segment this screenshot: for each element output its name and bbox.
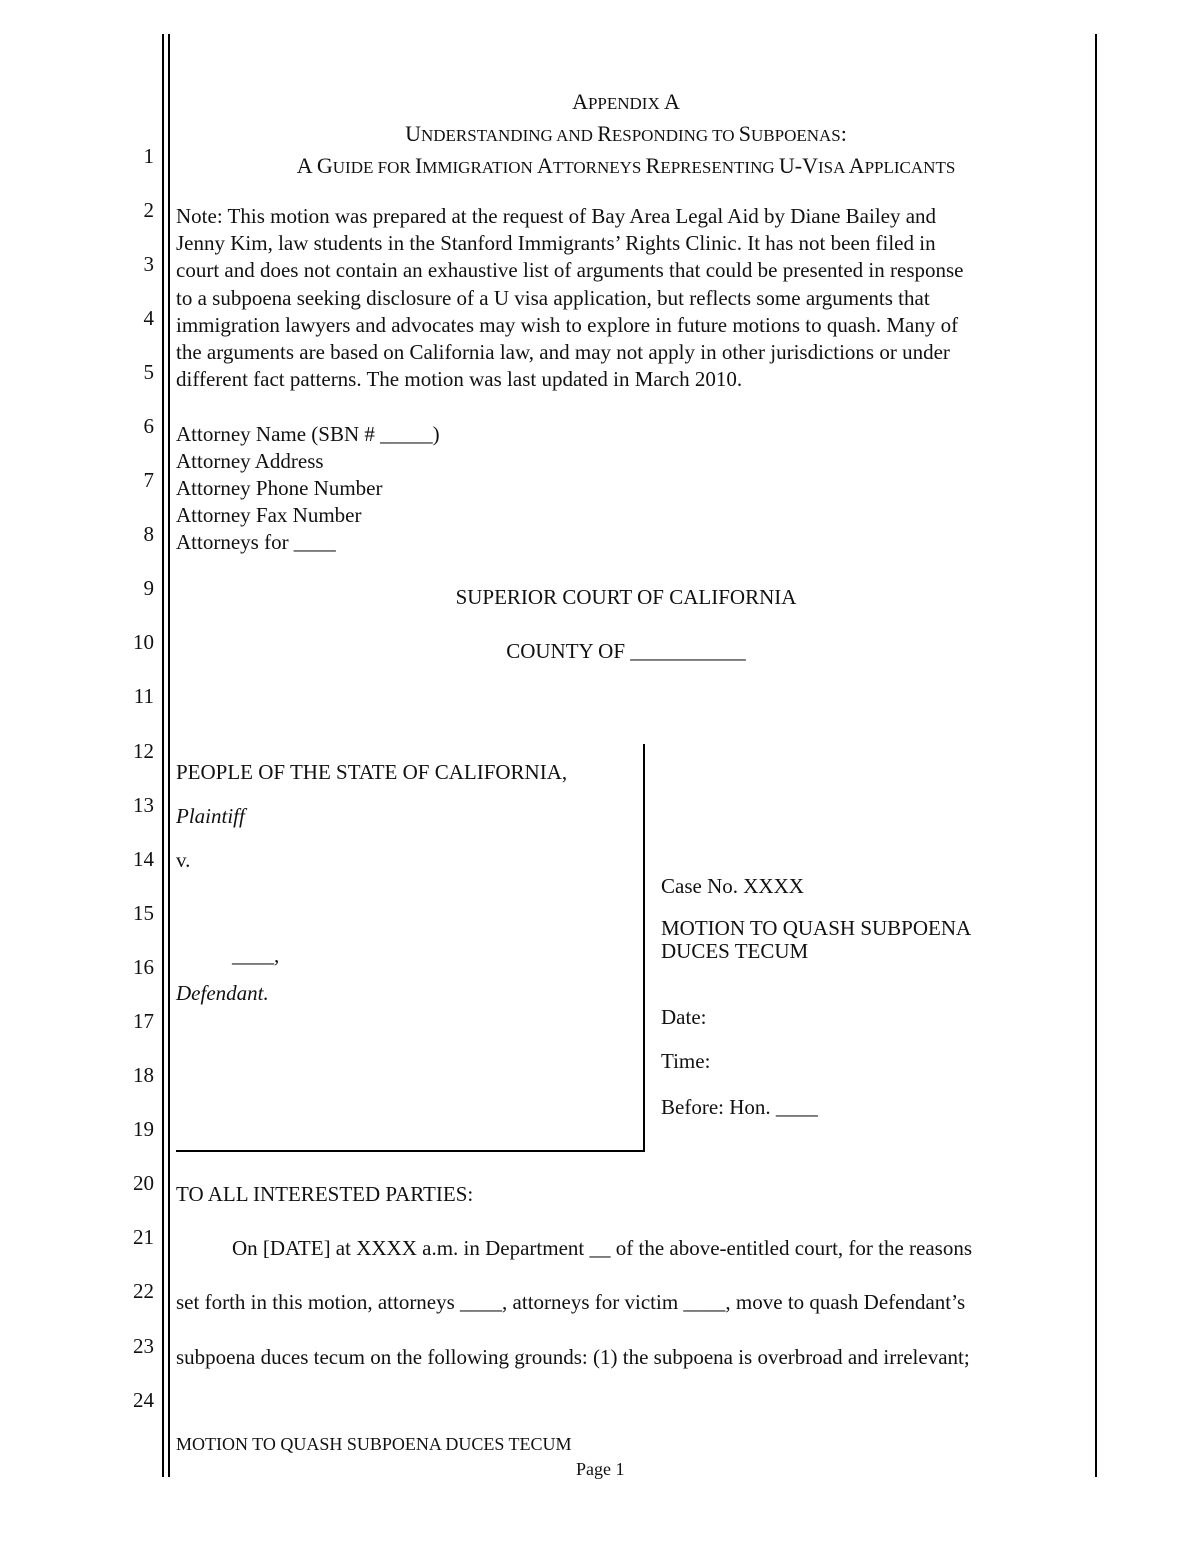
appendix-title: APPENDIX A bbox=[572, 89, 680, 114]
caption-defendant: Defendant. bbox=[176, 981, 269, 1005]
attorneys-for: Attorneys for ____ bbox=[176, 530, 336, 554]
hearing-judge: Before: Hon. ____ bbox=[661, 1095, 818, 1119]
body-line: On [DATE] at XXXX a.m. in Department __ of the above-entitled court, for the reasons bbox=[232, 1236, 973, 1260]
caption-divider-vertical bbox=[643, 744, 645, 1152]
line-number: 15 bbox=[133, 901, 154, 925]
note-line: immigration lawyers and advocates may wish to explore in future motions to quash. Many of bbox=[176, 312, 959, 337]
left-border-line-inner bbox=[168, 34, 170, 1477]
attorney-phone: Attorney Phone Number bbox=[176, 476, 383, 500]
line-number: 20 bbox=[133, 1171, 154, 1195]
caption-party: PEOPLE OF THE STATE OF CALIFORNIA, bbox=[176, 760, 568, 784]
line-number: 13 bbox=[133, 793, 154, 817]
caption-divider-bottom bbox=[176, 1150, 645, 1152]
note-paragraph bbox=[176, 203, 1076, 393]
line-number: 17 bbox=[133, 1009, 154, 1033]
line-number: 12 bbox=[133, 739, 154, 763]
line-number: 8 bbox=[143, 522, 154, 546]
case-number: Case No. XXXX bbox=[661, 874, 804, 898]
motion-title-line1: MOTION TO QUASH SUBPOENA bbox=[661, 916, 972, 940]
line-number: 3 bbox=[143, 252, 154, 276]
line-number: 18 bbox=[133, 1063, 154, 1087]
left-border-line-outer bbox=[162, 34, 164, 1477]
salutation: TO ALL INTERESTED PARTIES: bbox=[176, 1182, 474, 1206]
line-number: 19 bbox=[133, 1117, 154, 1141]
note-line: court and does not contain an exhaustive list of arguments that could be presented in response bbox=[176, 258, 964, 283]
footer-page-number: Page 1 bbox=[576, 1459, 625, 1479]
court-county: COUNTY OF ___________ bbox=[506, 639, 746, 663]
line-number: 16 bbox=[133, 955, 154, 979]
line-number: 24 bbox=[133, 1388, 154, 1412]
line-number: 10 bbox=[133, 630, 154, 654]
hearing-time: Time: bbox=[661, 1049, 711, 1073]
line-number: 11 bbox=[133, 684, 154, 708]
right-border-line bbox=[1095, 34, 1097, 1477]
line-number: 23 bbox=[133, 1334, 154, 1358]
body-line: set forth in this motion, attorneys ____, attorneys for victim ____, move to quash Defendant’s bbox=[176, 1290, 966, 1314]
guide-subtitle-2: A GUIDE FOR IMMIGRATION ATTORNEYS REPRESENTING U-VISA APPLICANTS bbox=[296, 153, 956, 178]
note-line: the arguments are based on California law, and may not apply in other jurisdictions or under bbox=[176, 340, 950, 365]
motion-title-line2: DUCES TECUM bbox=[661, 939, 809, 963]
attorney-name: Attorney Name (SBN # _____) bbox=[176, 422, 440, 446]
line-number: 9 bbox=[143, 576, 154, 600]
note-line: to a subpoena seeking disclosure of a U visa application, but reflects some arguments that bbox=[176, 285, 930, 310]
attorney-address: Attorney Address bbox=[176, 449, 324, 473]
line-number: 2 bbox=[143, 198, 154, 222]
caption-defendant-blank: ____, bbox=[232, 943, 280, 967]
court-name: SUPERIOR COURT OF CALIFORNIA bbox=[455, 585, 797, 609]
note-line: different fact patterns. The motion was last updated in March 2010. bbox=[176, 367, 743, 392]
note-line: Note: This motion was prepared at the request of Bay Area Legal Aid by Diane Bailey and bbox=[176, 204, 937, 228]
line-number: 4 bbox=[143, 306, 154, 330]
line-number: 6 bbox=[143, 414, 154, 438]
note-line: Jenny Kim, law students in the Stanford Immigrants’ Rights Clinic. It has not been filed in bbox=[176, 231, 936, 256]
footer-title: MOTION TO QUASH SUBPOENA DUCES TECUM bbox=[176, 1434, 572, 1454]
line-number: 21 bbox=[133, 1225, 154, 1249]
body-line: subpoena duces tecum on the following grounds: (1) the subpoena is overbroad and irrelevant; bbox=[176, 1345, 970, 1369]
caption-versus: v. bbox=[176, 848, 191, 872]
line-number: 14 bbox=[133, 847, 154, 871]
hearing-date: Date: bbox=[661, 1005, 707, 1029]
guide-subtitle-1: UNDERSTANDING AND RESPONDING TO SUBPOENAS: bbox=[405, 121, 847, 146]
caption-plaintiff: Plaintiff bbox=[176, 804, 245, 828]
line-number: 22 bbox=[133, 1279, 154, 1303]
line-number: 1 bbox=[143, 144, 154, 168]
line-number: 5 bbox=[143, 360, 154, 384]
line-number: 7 bbox=[143, 468, 154, 492]
attorney-fax: Attorney Fax Number bbox=[176, 503, 362, 527]
